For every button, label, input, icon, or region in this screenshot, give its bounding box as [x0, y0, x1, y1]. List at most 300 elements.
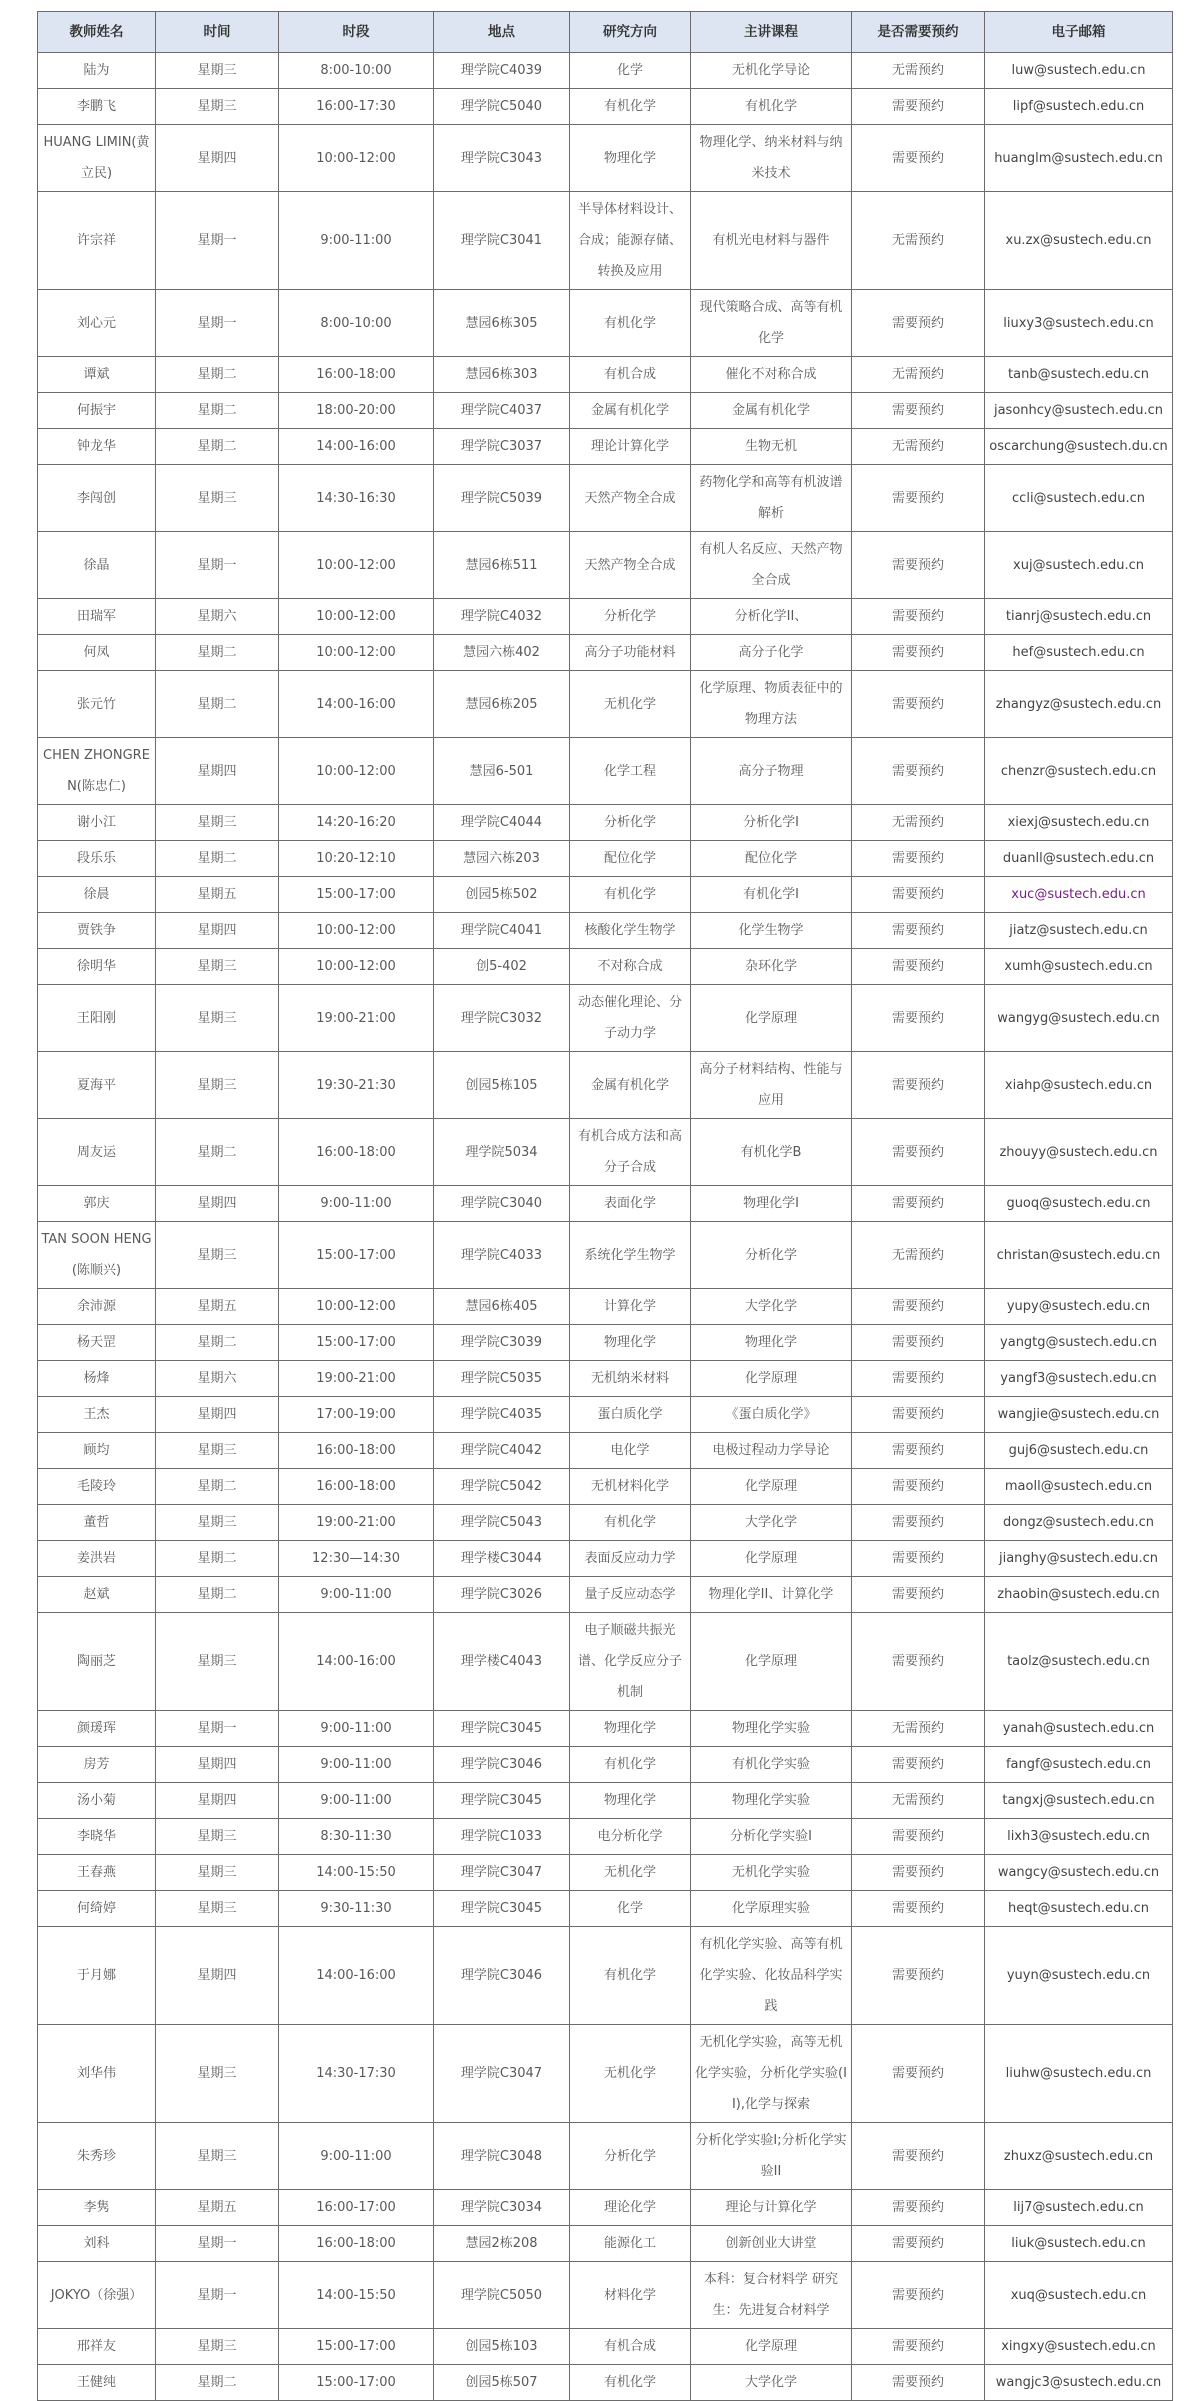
day-cell: 星期三	[156, 1052, 279, 1119]
time-slot-cell: 16:00-18:00	[279, 1469, 434, 1505]
day-cell: 星期一	[156, 2262, 279, 2329]
email-link[interactable]: wangyg@sustech.edu.cn	[985, 985, 1173, 1052]
day-cell: 星期三	[156, 1819, 279, 1855]
time-slot-cell: 9:00-11:00	[279, 2123, 434, 2190]
table-row	[38, 1577, 1173, 1613]
table-row	[38, 532, 1173, 599]
day-cell: 星期二	[156, 635, 279, 671]
time-slot-cell: 16:00-18:00	[279, 2226, 434, 2262]
course-cell: 杂环化学	[691, 949, 852, 985]
table-row	[38, 2262, 1173, 2329]
research-area-cell: 无机化学	[570, 1855, 691, 1891]
email-link[interactable]: taolz@sustech.edu.cn	[985, 1613, 1173, 1711]
research-area-cell: 有机合成方法和高分子合成	[570, 1119, 691, 1186]
research-area-cell: 分析化学	[570, 805, 691, 841]
email-link[interactable]: yanah@sustech.edu.cn	[985, 1711, 1173, 1747]
email-link[interactable]: luw@sustech.edu.cn	[985, 53, 1173, 89]
email-link[interactable]: zhangyz@sustech.edu.cn	[985, 671, 1173, 738]
research-area-cell: 无机化学	[570, 2025, 691, 2123]
appointment-cell: 需要预约	[852, 635, 985, 671]
research-area-cell: 核酸化学生物学	[570, 913, 691, 949]
teacher-name-cell: 田瑞军	[38, 599, 156, 635]
email-link[interactable]: yupy@sustech.edu.cn	[985, 1289, 1173, 1325]
course-cell: 无机化学实验，高等无机化学实验，分析化学实验(II),化学与探索	[691, 2025, 852, 2123]
course-cell: 物理化学实验	[691, 1783, 852, 1819]
course-cell: 现代策略合成、高等有机化学	[691, 290, 852, 357]
location-cell: 理学院C3043	[434, 125, 570, 192]
day-cell: 星期二	[156, 1325, 279, 1361]
day-cell: 星期三	[156, 1433, 279, 1469]
teacher-name-cell: 董哲	[38, 1505, 156, 1541]
teacher-name-cell: JOKYO（徐强）	[38, 2262, 156, 2329]
research-area-cell: 计算化学	[570, 1289, 691, 1325]
appointment-cell: 需要预约	[852, 1397, 985, 1433]
table-row	[38, 805, 1173, 841]
table-row	[38, 465, 1173, 532]
appointment-cell: 无需预约	[852, 429, 985, 465]
day-cell: 星期二	[156, 1541, 279, 1577]
time-slot-cell: 14:00-15:50	[279, 1855, 434, 1891]
location-cell: 理学院C3046	[434, 1747, 570, 1783]
appointment-cell: 需要预约	[852, 532, 985, 599]
appointment-cell: 需要预约	[852, 1361, 985, 1397]
time-slot-cell: 9:00-11:00	[279, 1577, 434, 1613]
table-row	[38, 290, 1173, 357]
course-cell: 化学原理、物质表征中的物理方法	[691, 671, 852, 738]
course-cell: 电极过程动力学导论	[691, 1433, 852, 1469]
teacher-name-cell: 朱秀珍	[38, 2123, 156, 2190]
appointment-cell: 需要预约	[852, 2123, 985, 2190]
appointment-cell: 需要预约	[852, 2025, 985, 2123]
table-row	[38, 1222, 1173, 1289]
research-area-cell: 电化学	[570, 1433, 691, 1469]
day-cell: 星期三	[156, 2329, 279, 2365]
course-cell: 有机光电材料与器件	[691, 192, 852, 290]
day-cell: 星期三	[156, 2025, 279, 2123]
appointment-cell: 需要预约	[852, 1855, 985, 1891]
time-slot-cell: 9:00-11:00	[279, 1711, 434, 1747]
appointment-cell: 无需预约	[852, 1783, 985, 1819]
teacher-name-cell: 顾均	[38, 1433, 156, 1469]
location-cell: 理学院C4035	[434, 1397, 570, 1433]
location-cell: 理学院C3047	[434, 1855, 570, 1891]
time-slot-cell: 14:00-16:00	[279, 429, 434, 465]
course-cell: 分析化学	[691, 1222, 852, 1289]
email-link[interactable]: zhaobin@sustech.edu.cn	[985, 1577, 1173, 1613]
email-link[interactable]: xu.zx@sustech.edu.cn	[985, 192, 1173, 290]
day-cell: 星期二	[156, 1577, 279, 1613]
appointment-cell: 需要预约	[852, 1505, 985, 1541]
appointment-cell: 需要预约	[852, 465, 985, 532]
research-area-cell: 物理化学	[570, 1783, 691, 1819]
table-row	[38, 89, 1173, 125]
teacher-name-cell: 李闯创	[38, 465, 156, 532]
teacher-name-cell: 杨天罡	[38, 1325, 156, 1361]
email-link[interactable]: heqt@sustech.edu.cn	[985, 1891, 1173, 1927]
course-cell: 有机化学	[691, 89, 852, 125]
location-cell: 慧园6-501	[434, 738, 570, 805]
teacher-name-cell: 谢小江	[38, 805, 156, 841]
email-link[interactable]: zhouyy@sustech.edu.cn	[985, 1119, 1173, 1186]
day-cell: 星期三	[156, 89, 279, 125]
time-slot-cell: 16:00-18:00	[279, 1119, 434, 1186]
email-link[interactable]: duanll@sustech.edu.cn	[985, 841, 1173, 877]
day-cell: 星期四	[156, 913, 279, 949]
teacher-name-cell: 陶丽芝	[38, 1613, 156, 1711]
teacher-name-cell: 王杰	[38, 1397, 156, 1433]
day-cell: 星期四	[156, 1783, 279, 1819]
research-area-cell: 表面化学	[570, 1186, 691, 1222]
appointment-cell: 需要预约	[852, 2329, 985, 2365]
course-cell: 《蛋白质化学》	[691, 1397, 852, 1433]
research-area-cell: 化学	[570, 53, 691, 89]
course-cell: 高分子材料结构、性能与应用	[691, 1052, 852, 1119]
research-area-cell: 化学工程	[570, 738, 691, 805]
teacher-name-cell: 李隽	[38, 2190, 156, 2226]
time-slot-cell: 14:00-15:50	[279, 2262, 434, 2329]
day-cell: 星期二	[156, 2365, 279, 2401]
time-slot-cell: 14:00-16:00	[279, 1927, 434, 2025]
day-cell: 星期一	[156, 532, 279, 599]
research-area-cell: 电分析化学	[570, 1819, 691, 1855]
teacher-name-cell: 谭斌	[38, 357, 156, 393]
time-slot-cell: 17:00-19:00	[279, 1397, 434, 1433]
location-cell: 理学院C4032	[434, 599, 570, 635]
location-cell: 慧园2栋208	[434, 2226, 570, 2262]
research-area-cell: 分析化学	[570, 599, 691, 635]
table-row	[38, 949, 1173, 985]
course-cell: 高分子物理	[691, 738, 852, 805]
course-cell: 化学原理实验	[691, 1891, 852, 1927]
email-link[interactable]: tanb@sustech.edu.cn	[985, 357, 1173, 393]
email-link[interactable]: tianrj@sustech.edu.cn	[985, 599, 1173, 635]
appointment-cell: 需要预约	[852, 2190, 985, 2226]
course-cell: 大学化学	[691, 1505, 852, 1541]
research-area-cell: 化学	[570, 1891, 691, 1927]
email-link[interactable]: guoq@sustech.edu.cn	[985, 1186, 1173, 1222]
email-link[interactable]: maoll@sustech.edu.cn	[985, 1469, 1173, 1505]
day-cell: 星期四	[156, 125, 279, 192]
location-cell: 慧园6栋511	[434, 532, 570, 599]
email-link[interactable]: lixh3@sustech.edu.cn	[985, 1819, 1173, 1855]
table-row	[38, 1613, 1173, 1711]
location-cell: 创园5栋105	[434, 1052, 570, 1119]
day-cell: 星期三	[156, 1505, 279, 1541]
email-link[interactable]: yangf3@sustech.edu.cn	[985, 1361, 1173, 1397]
email-link[interactable]: liuk@sustech.edu.cn	[985, 2226, 1173, 2262]
research-area-cell: 表面反应动力学	[570, 1541, 691, 1577]
table-row	[38, 1469, 1173, 1505]
course-cell: 化学原理	[691, 1469, 852, 1505]
table-row	[38, 1927, 1173, 2025]
email-link[interactable]: jianghy@sustech.edu.cn	[985, 1541, 1173, 1577]
time-slot-cell: 8:00-10:00	[279, 53, 434, 89]
table-row	[38, 671, 1173, 738]
time-slot-cell: 9:00-11:00	[279, 1186, 434, 1222]
location-cell: 理学院C5050	[434, 2262, 570, 2329]
course-cell: 本科：复合材料学 研究生：先进复合材料学	[691, 2262, 852, 2329]
email-link[interactable]: wangcy@sustech.edu.cn	[985, 1855, 1173, 1891]
teacher-name-cell: 王春燕	[38, 1855, 156, 1891]
table-body	[38, 53, 1173, 2401]
appointment-cell: 需要预约	[852, 1289, 985, 1325]
table-row	[38, 2226, 1173, 2262]
time-slot-cell: 8:30-11:30	[279, 1819, 434, 1855]
location-cell: 理学院C4037	[434, 393, 570, 429]
location-cell: 理学院C5043	[434, 1505, 570, 1541]
day-cell: 星期三	[156, 1222, 279, 1289]
teacher-name-cell: 刘华伟	[38, 2025, 156, 2123]
teacher-name-cell: 许宗祥	[38, 192, 156, 290]
day-cell: 星期四	[156, 1747, 279, 1783]
teacher-name-cell: 邢祥友	[38, 2329, 156, 2365]
research-area-cell: 无机材料化学	[570, 1469, 691, 1505]
time-slot-cell: 16:00-17:30	[279, 89, 434, 125]
course-cell: 药物化学和高等有机波谱解析	[691, 465, 852, 532]
appointment-cell: 需要预约	[852, 599, 985, 635]
course-cell: 化学原理	[691, 1541, 852, 1577]
research-area-cell: 有机合成	[570, 2329, 691, 2365]
location-cell: 理学院C1033	[434, 1819, 570, 1855]
course-cell: 分析化学I	[691, 805, 852, 841]
table-row	[38, 841, 1173, 877]
time-slot-cell: 19:00-21:00	[279, 1361, 434, 1397]
table-row	[38, 1186, 1173, 1222]
location-cell: 理学院C3039	[434, 1325, 570, 1361]
day-cell: 星期三	[156, 53, 279, 89]
email-link[interactable]: tangxj@sustech.edu.cn	[985, 1783, 1173, 1819]
research-area-cell: 有机化学	[570, 2365, 691, 2401]
email-link[interactable]: xiexj@sustech.edu.cn	[985, 805, 1173, 841]
course-cell: 催化不对称合成	[691, 357, 852, 393]
table-row	[38, 2365, 1173, 2401]
email-link[interactable]: christan@sustech.edu.cn	[985, 1222, 1173, 1289]
appointment-cell: 需要预约	[852, 1577, 985, 1613]
table-row	[38, 738, 1173, 805]
time-slot-cell: 10:20-12:10	[279, 841, 434, 877]
table-row	[38, 393, 1173, 429]
email-link[interactable]: yangtg@sustech.edu.cn	[985, 1325, 1173, 1361]
table-row	[38, 1397, 1173, 1433]
course-cell: 有机化学实验	[691, 1747, 852, 1783]
appointment-cell: 需要预约	[852, 671, 985, 738]
day-cell: 星期二	[156, 429, 279, 465]
table-row	[38, 192, 1173, 290]
email-link[interactable]: fangf@sustech.edu.cn	[985, 1747, 1173, 1783]
email-link[interactable]: xuj@sustech.edu.cn	[985, 532, 1173, 599]
appointment-cell: 需要预约	[852, 393, 985, 429]
location-cell: 理学院C5040	[434, 89, 570, 125]
table-row	[38, 635, 1173, 671]
table-row	[38, 1855, 1173, 1891]
course-cell: 大学化学	[691, 1289, 852, 1325]
header-teacher-name: 教师姓名	[38, 12, 156, 53]
course-cell: 理论与计算化学	[691, 2190, 852, 2226]
time-slot-cell: 9:00-11:00	[279, 1747, 434, 1783]
day-cell: 星期一	[156, 2226, 279, 2262]
course-cell: 大学化学	[691, 2365, 852, 2401]
appointment-cell: 需要预约	[852, 738, 985, 805]
email-link[interactable]: dongz@sustech.edu.cn	[985, 1505, 1173, 1541]
course-cell: 高分子化学	[691, 635, 852, 671]
email-link[interactable]: liuhw@sustech.edu.cn	[985, 2025, 1173, 2123]
research-area-cell: 有机合成	[570, 357, 691, 393]
email-link[interactable]: ccli@sustech.edu.cn	[985, 465, 1173, 532]
teacher-name-cell: 李晓华	[38, 1819, 156, 1855]
teacher-name-cell: 房芳	[38, 1747, 156, 1783]
location-cell: 理学院C4042	[434, 1433, 570, 1469]
research-area-cell: 物理化学	[570, 125, 691, 192]
location-cell: 理学院C4044	[434, 805, 570, 841]
location-cell: 理学院C3037	[434, 429, 570, 465]
appointment-cell: 无需预约	[852, 1711, 985, 1747]
email-link[interactable]: yuyn@sustech.edu.cn	[985, 1927, 1173, 2025]
time-slot-cell: 16:00-18:00	[279, 1433, 434, 1469]
research-area-cell: 蛋白质化学	[570, 1397, 691, 1433]
location-cell: 理学院C4039	[434, 53, 570, 89]
research-area-cell: 物理化学	[570, 1325, 691, 1361]
location-cell: 理学院C3046	[434, 1927, 570, 2025]
course-cell: 生物无机	[691, 429, 852, 465]
time-slot-cell: 10:00-12:00	[279, 635, 434, 671]
course-cell: 金属有机化学	[691, 393, 852, 429]
location-cell: 理学院C3045	[434, 1783, 570, 1819]
time-slot-cell: 10:00-12:00	[279, 738, 434, 805]
email-link[interactable]: xumh@sustech.edu.cn	[985, 949, 1173, 985]
research-area-cell: 材料化学	[570, 2262, 691, 2329]
email-link[interactable]: lipf@sustech.edu.cn	[985, 89, 1173, 125]
location-cell: 理学院C3026	[434, 1577, 570, 1613]
table-row	[38, 2190, 1173, 2226]
email-link[interactable]: oscarchung@sustech.du.cn	[985, 429, 1173, 465]
header-course: 主讲课程	[691, 12, 852, 53]
teacher-name-cell: 陆为	[38, 53, 156, 89]
appointment-cell: 需要预约	[852, 2226, 985, 2262]
appointment-cell: 无需预约	[852, 192, 985, 290]
location-cell: 创5-402	[434, 949, 570, 985]
email-link[interactable]: xingxy@sustech.edu.cn	[985, 2329, 1173, 2365]
course-cell: 分析化学II、	[691, 599, 852, 635]
research-area-cell: 理论计算化学	[570, 429, 691, 465]
email-link[interactable]: guj6@sustech.edu.cn	[985, 1433, 1173, 1469]
table-row	[38, 1819, 1173, 1855]
email-link[interactable]: lij7@sustech.edu.cn	[985, 2190, 1173, 2226]
email-link[interactable]: jiatz@sustech.edu.cn	[985, 913, 1173, 949]
time-slot-cell: 14:30-17:30	[279, 2025, 434, 2123]
location-cell: 理学院C3032	[434, 985, 570, 1052]
email-link[interactable]: chenzr@sustech.edu.cn	[985, 738, 1173, 805]
appointment-cell: 需要预约	[852, 1819, 985, 1855]
appointment-cell: 需要预约	[852, 1469, 985, 1505]
teacher-name-cell: 于月娜	[38, 1927, 156, 2025]
course-cell: 化学原理	[691, 1613, 852, 1711]
teacher-name-cell: 王阳刚	[38, 985, 156, 1052]
appointment-cell: 需要预约	[852, 949, 985, 985]
teacher-name-cell: 刘科	[38, 2226, 156, 2262]
course-cell: 分析化学实验I;分析化学实验II	[691, 2123, 852, 2190]
email-link[interactable]: wangjc3@sustech.edu.cn	[985, 2365, 1173, 2401]
teacher-name-cell: 汤小菊	[38, 1783, 156, 1819]
location-cell: 慧园6栋305	[434, 290, 570, 357]
course-cell: 无机化学导论	[691, 53, 852, 89]
table-row	[38, 2329, 1173, 2365]
location-cell: 慧园6栋205	[434, 671, 570, 738]
email-link[interactable]: wangjie@sustech.edu.cn	[985, 1397, 1173, 1433]
day-cell: 星期四	[156, 1397, 279, 1433]
time-slot-cell: 9:00-11:00	[279, 1783, 434, 1819]
table-row	[38, 1711, 1173, 1747]
teacher-name-cell: 夏海平	[38, 1052, 156, 1119]
email-link[interactable]: huanglm@sustech.edu.cn	[985, 125, 1173, 192]
day-cell: 星期三	[156, 1891, 279, 1927]
location-cell: 创园5栋103	[434, 2329, 570, 2365]
time-slot-cell: 19:30-21:30	[279, 1052, 434, 1119]
appointment-cell: 需要预约	[852, 1747, 985, 1783]
day-cell: 星期六	[156, 1361, 279, 1397]
teacher-name-cell: HUANG LIMIN(黄立民)	[38, 125, 156, 192]
teacher-name-cell: 王健纯	[38, 2365, 156, 2401]
research-area-cell: 无机化学	[570, 671, 691, 738]
email-link[interactable]: hef@sustech.edu.cn	[985, 635, 1173, 671]
research-area-cell: 理论化学	[570, 2190, 691, 2226]
header-email: 电子邮箱	[985, 12, 1173, 53]
course-cell: 有机人名反应、天然产物全合成	[691, 532, 852, 599]
research-area-cell: 有机化学	[570, 877, 691, 913]
location-cell: 理学院C3045	[434, 1711, 570, 1747]
research-area-cell: 能源化工	[570, 2226, 691, 2262]
day-cell: 星期四	[156, 738, 279, 805]
office-hours-table	[37, 11, 1173, 2401]
research-area-cell: 金属有机化学	[570, 393, 691, 429]
teacher-name-cell: 贾铁争	[38, 913, 156, 949]
appointment-cell: 需要预约	[852, 1186, 985, 1222]
course-cell: 化学原理	[691, 1361, 852, 1397]
course-cell: 物理化学I	[691, 1186, 852, 1222]
location-cell: 慧园6栋303	[434, 357, 570, 393]
location-cell: 创园5栋502	[434, 877, 570, 913]
time-slot-cell: 14:00-16:00	[279, 671, 434, 738]
location-cell: 理学院C3048	[434, 2123, 570, 2190]
location-cell: 理学院C5042	[434, 1469, 570, 1505]
email-link[interactable]: zhuxz@sustech.edu.cn	[985, 2123, 1173, 2190]
email-link[interactable]: jasonhcy@sustech.edu.cn	[985, 393, 1173, 429]
table-row	[38, 599, 1173, 635]
table-row	[38, 2025, 1173, 2123]
appointment-cell: 需要预约	[852, 841, 985, 877]
email-link[interactable]: xiahp@sustech.edu.cn	[985, 1052, 1173, 1119]
time-slot-cell: 8:00-10:00	[279, 290, 434, 357]
day-cell: 星期三	[156, 2123, 279, 2190]
table-row	[38, 877, 1173, 913]
research-area-cell: 配位化学	[570, 841, 691, 877]
location-cell: 理学院C4041	[434, 913, 570, 949]
table-row	[38, 985, 1173, 1052]
teacher-name-cell: 赵斌	[38, 1577, 156, 1613]
time-slot-cell: 10:00-12:00	[279, 913, 434, 949]
table-row	[38, 429, 1173, 465]
email-link[interactable]: liuxy3@sustech.edu.cn	[985, 290, 1173, 357]
day-cell: 星期四	[156, 1186, 279, 1222]
day-cell: 星期五	[156, 877, 279, 913]
email-link[interactable]: xuq@sustech.edu.cn	[985, 2262, 1173, 2329]
appointment-cell: 需要预约	[852, 1541, 985, 1577]
day-cell: 星期二	[156, 1119, 279, 1186]
time-slot-cell: 15:00-17:00	[279, 877, 434, 913]
location-cell: 理学院C3045	[434, 1891, 570, 1927]
day-cell: 星期三	[156, 949, 279, 985]
research-area-cell: 金属有机化学	[570, 1052, 691, 1119]
email-link[interactable]: xuc@sustech.edu.cn	[985, 877, 1173, 913]
